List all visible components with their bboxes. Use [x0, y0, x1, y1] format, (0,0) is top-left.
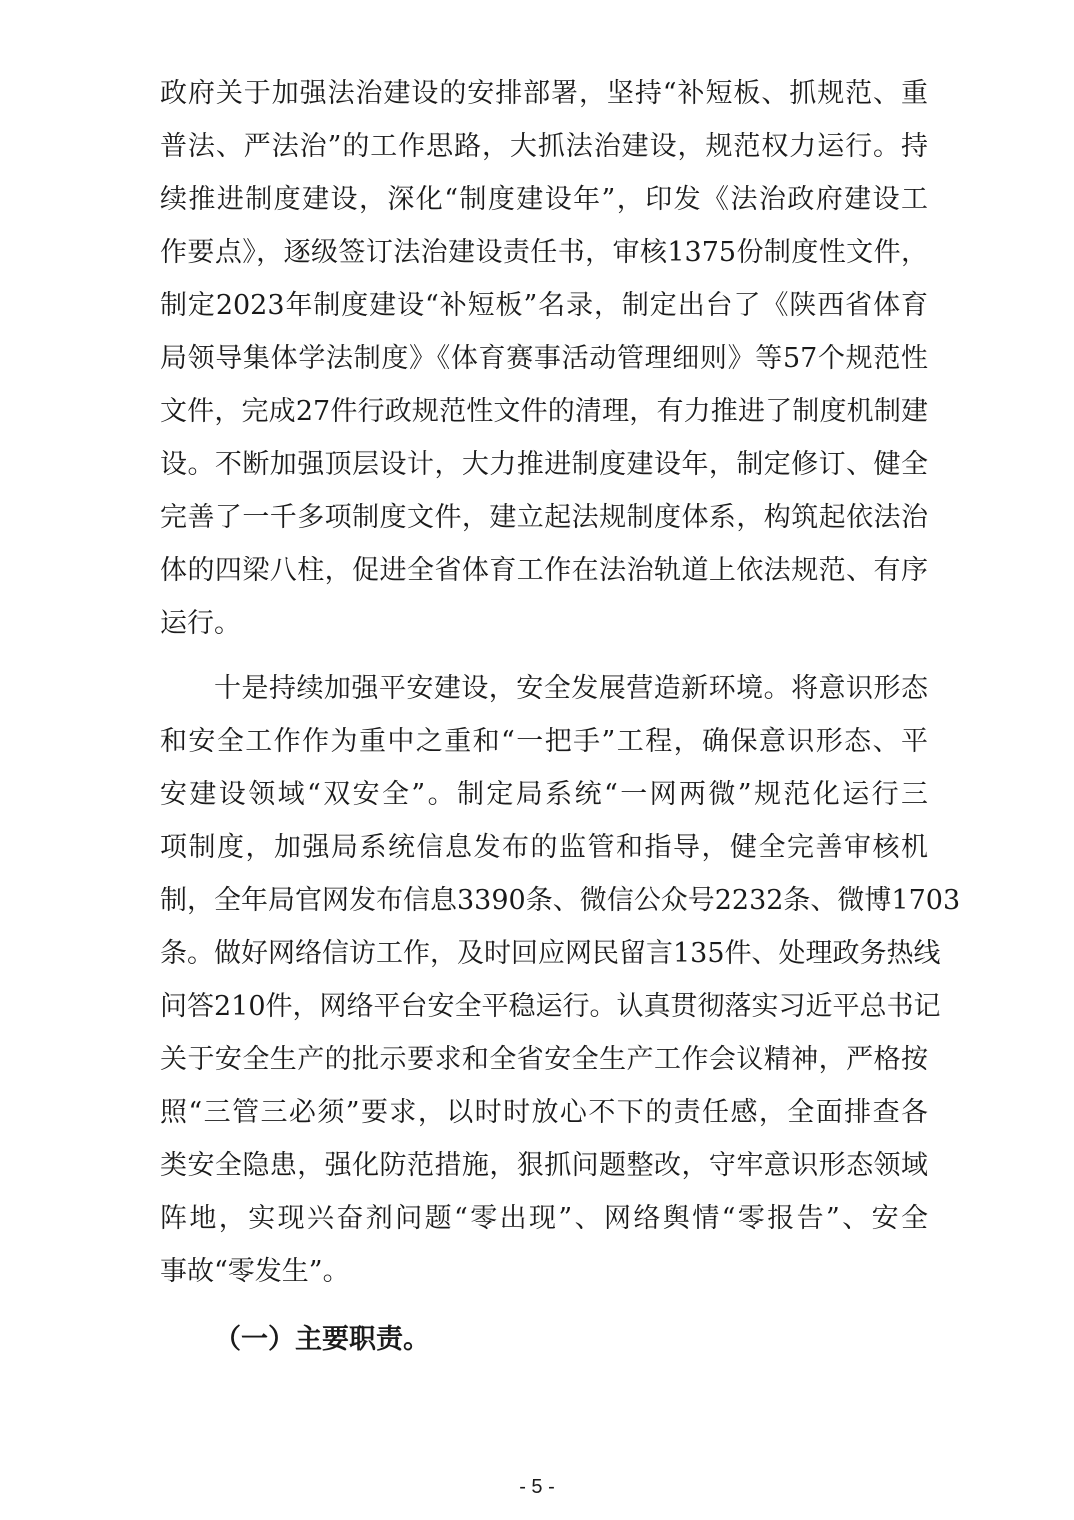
text-line: 局领导集体学法制度》《体育赛事活动管理细则》等57个规范性: [160, 343, 928, 374]
text-line: 体的四梁八柱，促进全省体育工作在法治轨道上依法规范、有序: [160, 555, 928, 586]
page-number: - 5 -: [519, 1476, 555, 1498]
text-line: 制定2023年制度建设“补短板”名录，制定出台了《陕西省体育: [160, 290, 928, 321]
text-line: 运行。: [160, 608, 241, 639]
text-line: 事故“零发生”。: [160, 1256, 350, 1287]
text-line: 完善了一千多项制度文件，建立起法规制度体系，构筑起依法治: [160, 502, 928, 533]
text-line: 条。做好网络信访工作，及时回应网民留言135件、处理政务热线: [160, 938, 941, 969]
text-line: 十是持续加强平安建设，安全发展营造新环境。将意识形态: [214, 673, 928, 704]
section-heading: （一）主要职责。: [214, 1324, 430, 1355]
text-line: 作要点》，逐级签订法治建设责任书，审核1375份制度性文件，: [160, 237, 928, 268]
text-line: 制，全年局官网发布信息3390条、微信公众号2232条、微博1703: [160, 885, 961, 916]
text-line: 和安全工作作为重中之重和“一把手”工程，确保意识形态、平: [160, 726, 928, 757]
text-line: 问答210件，网络平台安全平稳运行。认真贯彻落实习近平总书记: [160, 991, 941, 1022]
text-line: 政府关于加强法治建设的安排部署，坚持“补短板、抓规范、重: [160, 78, 928, 109]
text-line: 关于安全生产的批示要求和全省安全生产工作会议精神，严格按: [160, 1044, 928, 1075]
text-line: 项制度，加强局系统信息发布的监管和指导，健全完善审核机: [160, 832, 928, 863]
text-line: 安建设领域“双安全”。制定局系统“一网两微”规范化运行三: [160, 779, 928, 810]
text-line: 续推进制度建设，深化“制度建设年”，印发《法治政府建设工: [160, 184, 928, 215]
text-line: 文件，完成27件行政规范性文件的清理，有力推进了制度机制建: [160, 396, 928, 427]
text-line: 设。不断加强顶层设计，大力推进制度建设年，制定修订、健全: [160, 449, 928, 480]
text-line: 普法、严法治”的工作思路，大抓法治建设，规范权力运行。持: [160, 131, 928, 162]
text-line: 类安全隐患，强化防范措施，狠抓问题整改，守牢意识形态领域: [160, 1150, 928, 1181]
text-line: 照“三管三必须”要求，以时时放心不下的责任感，全面排查各: [160, 1097, 928, 1128]
text-line: 阵地，实现兴奋剂问题“零出现”、网络舆情“零报告”、安全: [160, 1203, 928, 1234]
